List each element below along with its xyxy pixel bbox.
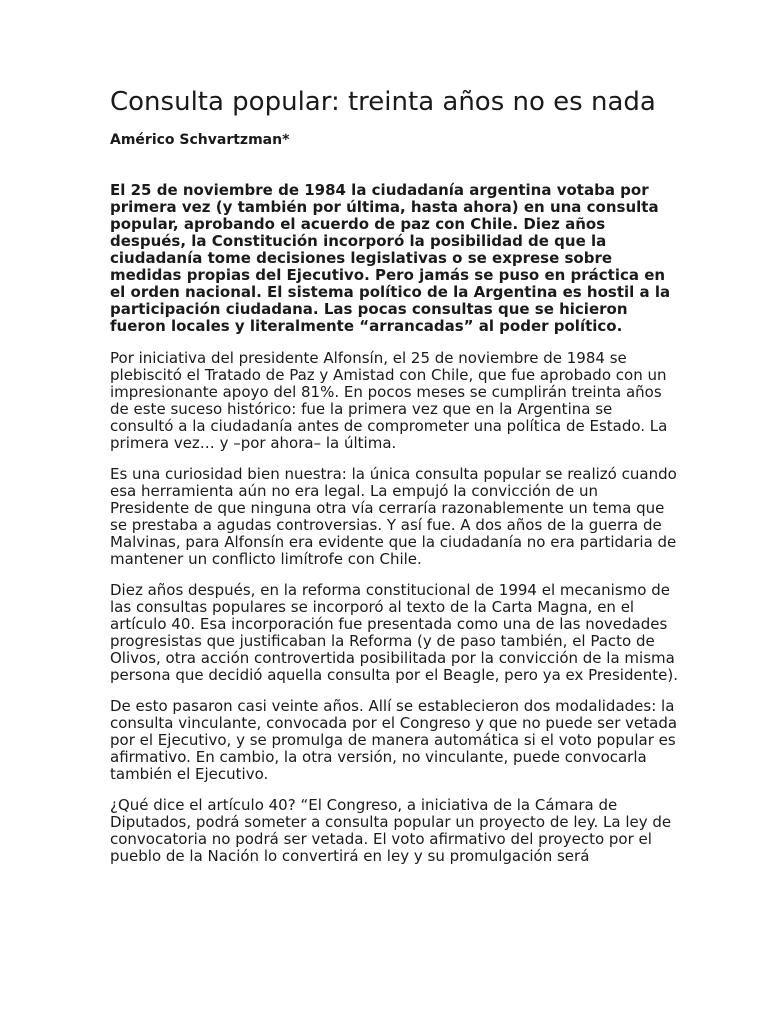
body-paragraph: ¿Qué dice el artículo 40? “El Congreso, a iniciativa de la Cámara de Diputados, podrá someter a consulta popular un proyecto de ley. La ley de convocatoria no podrá ser vetada. El voto afirmativo del proyecto por el pueblo de la Nación lo convertirá en ley y su promulgación será — [110, 796, 672, 865]
article-author: Américo Schvartzman* — [110, 132, 290, 148]
article-title: Consulta popular: treinta años no es nada — [110, 87, 656, 117]
body-paragraph: De esto pasaron casi veinte años. Allí se establecieron dos modalidades: la consulta vinculante, convocada por el Congreso y que no puede ser vetada por el Ejecutivo, y se promulga de manera automática si el voto popular es afirmativo. En cambio, la otra versión, no vinculante, puede convocarla también el Ejecutivo. — [110, 697, 678, 783]
article-lead: El 25 de noviembre de 1984 la ciudadanía argentina votaba por primera vez (y también por última, hasta ahora) en una consulta popular, aprobando el acuerdo de paz con Chile. Diez años después, la Constitución incorporó la posibilidad de que la ciudadanía tome decisiones legislativas o se exprese sobre medidas propias del Ejecutivo. Pero jamás se puso en práctica en el orden nacional. El sistema político de la Argentina es hostil a la participación ciudadana. Las pocas consultas que se hicieron fueron locales y literalmente “arrancadas” al poder político. — [110, 181, 671, 335]
document-page — [110, 86, 680, 865]
body-paragraph: Por iniciativa del presidente Alfonsín, el 25 de noviembre de 1984 se plebiscitó el Tratado de Paz y Amistad con Chile, que fue aprobado con un impresionante apoyo del 81%. En pocos meses se cumplirán treinta años de este suceso histórico: fue la primera vez que en la Argentina se consultó a la ciudadanía antes de comprometer una política de Estado. La primera vez… y –por ahora– la última. — [110, 349, 668, 452]
body-paragraph: Es una curiosidad bien nuestra: la única consulta popular se realizó cuando esa herramienta aún no era legal. La empujó la convicción de un Presidente de que ninguna otra vía cerraría razonablemente un tema que se prestaba a agudas controversias. Y así fue. A dos años de la guerra de Malvinas, para Alfonsín era evidente que la ciudadanía no era partidaria de mantener un conflicto limítrofe con Chile. — [110, 465, 677, 568]
body-paragraph: Diez años después, en la reforma constitucional de 1994 el mecanismo de las consultas populares se incorporó al texto de la Carta Magna, en el artículo 40. Esa incorporación fue presentada como una de las novedades progresistas que justificaban la Reforma (y de paso también, el Pacto de Olivos, otra acción controvertida posibilitada por la convicción de la misma persona que decidió aquella consulta por el Beagle, pero ya ex Presidente). — [110, 581, 678, 684]
